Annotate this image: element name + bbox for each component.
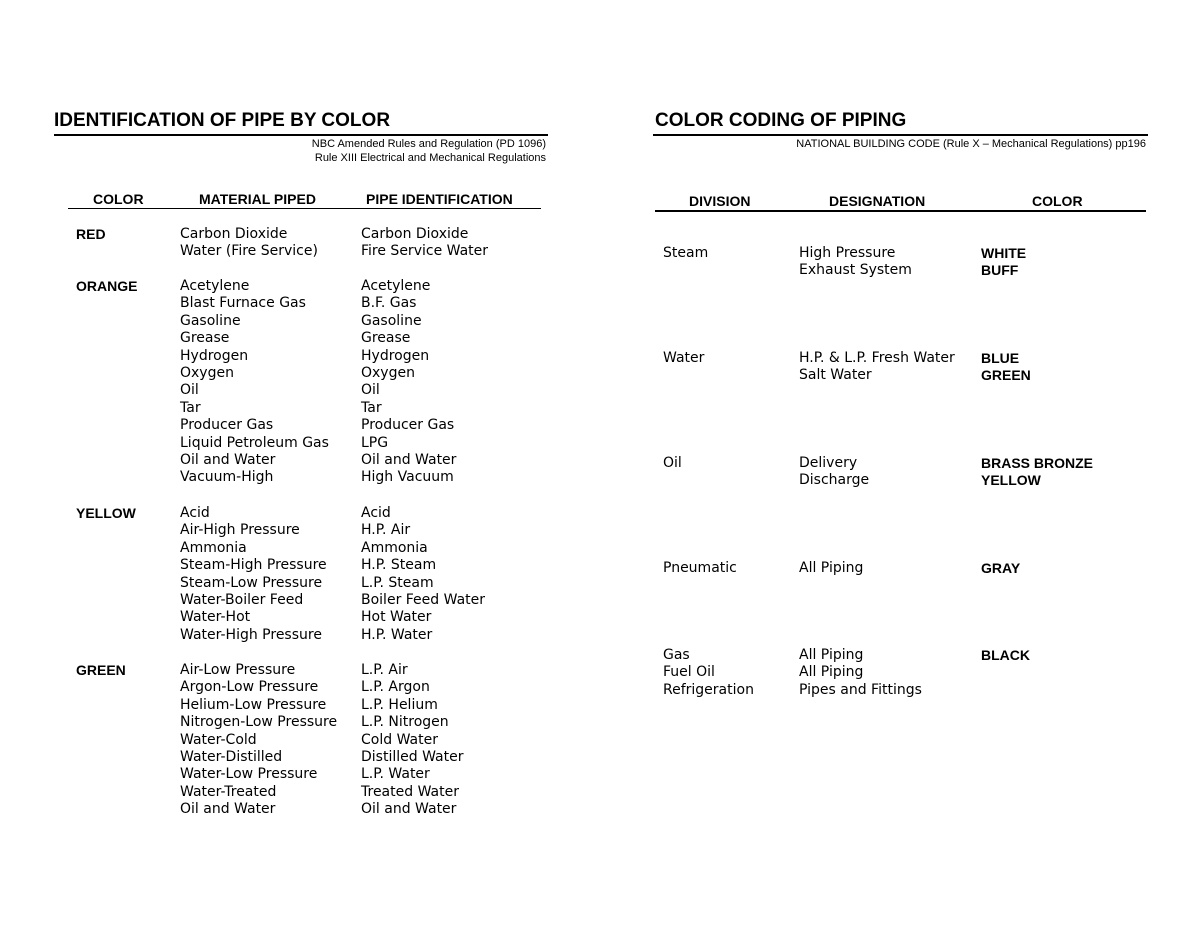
group-rows [180, 226, 560, 261]
material-piped-cell: Hydrogen [180, 347, 249, 364]
table-row [180, 295, 560, 312]
table-row [180, 592, 560, 609]
right-group [663, 560, 1143, 577]
left-title-rule [54, 134, 548, 136]
color-cell: BLACK [981, 647, 1030, 663]
pipe-identification-cell: Hot Water [361, 609, 432, 626]
material-piped-cell: Steam-Low Pressure [180, 574, 323, 591]
pipe-identification-cell: B.F. Gas [361, 295, 417, 312]
pipe-identification-cell: Cold Water [361, 731, 438, 748]
group-color-label: RED [76, 226, 106, 242]
pipe-identification-cell: Acetylene [361, 278, 431, 294]
pipe-identification-cell: Hydrogen [361, 347, 430, 364]
pipe-identification-cell: High Vacuum [361, 469, 454, 486]
color-cell: GREEN [981, 367, 1031, 384]
pipe-identification-cell: H.P. Water [361, 626, 433, 643]
table-row [180, 452, 560, 469]
table-row [180, 417, 560, 434]
table-row [663, 472, 1143, 489]
right-section-title: COLOR CODING OF PIPING [655, 110, 907, 131]
designation-cell: Salt Water [799, 367, 872, 384]
division-cell: Steam [663, 245, 709, 261]
table-row [663, 560, 1143, 577]
table-row [663, 367, 1143, 384]
division-cell: Oil [663, 455, 682, 471]
designation-cell: All Piping [799, 647, 864, 663]
material-piped-cell: Liquid Petroleum Gas [180, 434, 329, 451]
table-row [180, 469, 560, 486]
table-row [180, 714, 560, 731]
pipe-identification-cell: H.P. Steam [361, 557, 437, 574]
right-subtitle: NATIONAL BUILDING CODE (Rule X – Mechanical Regulations) pp196 [796, 138, 1146, 150]
material-piped-cell: Water (Fire Service) [180, 243, 318, 260]
material-piped-cell: Air-High Pressure [180, 522, 300, 539]
designation-cell: All Piping [799, 664, 864, 681]
table-row [180, 243, 560, 260]
group-rows [180, 505, 560, 644]
division-cell: Gas [663, 647, 690, 663]
material-piped-cell: Water-Hot [180, 609, 251, 626]
color-cell: BLUE [981, 350, 1020, 366]
table-row [180, 435, 560, 452]
material-piped-cell: Nitrogen-Low Pressure [180, 714, 338, 731]
pipe-identification-cell: Oil and Water [361, 801, 457, 818]
table-row [180, 801, 560, 818]
table-row [180, 749, 560, 766]
designation-cell: Delivery [799, 455, 858, 471]
left-header-rule [68, 208, 541, 209]
right-header-color: COLOR [1032, 193, 1083, 209]
table-row [180, 505, 560, 522]
material-piped-cell: Water-Low Pressure [180, 766, 318, 783]
material-piped-cell: Acid [180, 505, 210, 521]
pipe-identification-cell: Oil and Water [361, 451, 457, 468]
division-cell: Pneumatic [663, 560, 737, 576]
material-piped-cell: Air-Low Pressure [180, 662, 296, 678]
left-subtitle-line1: NBC Amended Rules and Regulation (PD 1096) [311, 138, 546, 150]
color-cell: YELLOW [981, 472, 1041, 489]
table-row [180, 400, 560, 417]
pipe-identification-cell: L.P. Steam [361, 574, 434, 591]
color-cell: BRASS BRONZE [981, 455, 1094, 471]
material-piped-cell: Water-High Pressure [180, 626, 322, 643]
pipe-identification-cell: L.P. Argon [361, 679, 430, 696]
table-row [663, 262, 1143, 279]
material-piped-cell: Helium-Low Pressure [180, 696, 327, 713]
pipe-identification-cell: Treated Water [361, 783, 459, 800]
table-row [180, 784, 560, 801]
material-piped-cell: Vacuum-High [180, 469, 274, 486]
table-row [663, 455, 1143, 472]
table-row [180, 313, 560, 330]
material-piped-cell: Tar [180, 399, 201, 416]
left-header-material: MATERIAL PIPED [199, 191, 316, 207]
pipe-identification-cell: Oxygen [361, 364, 415, 381]
table-row [180, 557, 560, 574]
right-group [663, 245, 1143, 280]
right-group [663, 455, 1143, 490]
pipe-identification-cell: Producer Gas [361, 417, 455, 434]
material-piped-cell: Ammonia [180, 539, 247, 556]
table-row [663, 350, 1143, 367]
table-row [180, 766, 560, 783]
table-row [180, 365, 560, 382]
pipe-identification-cell: Fire Service Water [361, 243, 489, 260]
table-row [180, 382, 560, 399]
pipe-identification-cell: L.P. Air [361, 662, 408, 678]
table-row [180, 330, 560, 347]
material-piped-cell: Water-Distilled [180, 748, 283, 765]
table-row [180, 522, 560, 539]
division-cell: Refrigeration [663, 681, 754, 698]
group-color-label: YELLOW [76, 505, 136, 521]
group-rows [180, 278, 560, 487]
color-cell: GRAY [981, 560, 1021, 576]
material-piped-cell: Oxygen [180, 364, 234, 381]
table-row [180, 627, 560, 644]
table-row [180, 540, 560, 557]
designation-cell: High Pressure [799, 245, 896, 261]
table-row [180, 662, 560, 679]
designation-cell: Pipes and Fittings [799, 681, 922, 698]
designation-cell: Exhaust System [799, 262, 912, 279]
material-piped-cell: Grease [180, 330, 230, 347]
designation-cell: H.P. & L.P. Fresh Water [799, 350, 955, 366]
material-piped-cell: Carbon Dioxide [180, 226, 288, 242]
pipe-identification-cell: Oil [361, 382, 380, 399]
table-row [180, 226, 560, 243]
left-header-identification: PIPE IDENTIFICATION [366, 191, 513, 207]
right-header-designation: DESIGNATION [829, 193, 926, 209]
division-cell: Fuel Oil [663, 664, 715, 681]
designation-cell: Discharge [799, 472, 870, 489]
table-row [180, 732, 560, 749]
material-piped-cell: Acetylene [180, 278, 250, 294]
right-header-rule [655, 210, 1146, 212]
pipe-identification-cell: H.P. Air [361, 522, 411, 539]
group-rows [180, 662, 560, 819]
table-row [663, 245, 1143, 262]
table-row [663, 664, 1143, 681]
table-row [180, 348, 560, 365]
left-header-color: COLOR [93, 191, 144, 207]
pipe-identification-cell: Grease [361, 330, 411, 347]
material-piped-cell: Oil and Water [180, 451, 276, 468]
material-piped-cell: Water-Treated [180, 783, 277, 800]
pipe-identification-cell: LPG [361, 434, 389, 451]
table-row [180, 575, 560, 592]
material-piped-cell: Oil [180, 382, 199, 399]
table-row [180, 679, 560, 696]
group-color-label: ORANGE [76, 278, 138, 294]
pipe-identification-cell: Gasoline [361, 312, 422, 329]
pipe-identification-cell: L.P. Helium [361, 696, 438, 713]
right-title-rule [653, 134, 1148, 136]
table-row [180, 609, 560, 626]
division-cell: Water [663, 350, 705, 366]
material-piped-cell: Gasoline [180, 312, 241, 329]
material-piped-cell: Producer Gas [180, 417, 274, 434]
group-color-label: GREEN [76, 662, 126, 678]
material-piped-cell: Blast Furnace Gas [180, 295, 306, 312]
material-piped-cell: Oil and Water [180, 801, 276, 818]
pipe-identification-cell: L.P. Nitrogen [361, 714, 449, 731]
right-group [663, 647, 1143, 699]
pipe-identification-cell: Acid [361, 505, 391, 521]
pipe-identification-cell: L.P. Water [361, 766, 430, 783]
color-cell: BUFF [981, 262, 1019, 279]
material-piped-cell: Steam-High Pressure [180, 557, 327, 574]
table-row [663, 647, 1143, 664]
designation-cell: All Piping [799, 560, 864, 576]
pipe-identification-cell: Tar [361, 399, 382, 416]
left-subtitle-line2: Rule XIII Electrical and Mechanical Regulations [314, 152, 546, 164]
pipe-identification-cell: Carbon Dioxide [361, 226, 469, 242]
table-row [663, 682, 1143, 699]
pipe-identification-cell: Distilled Water [361, 748, 464, 765]
material-piped-cell: Water-Boiler Feed [180, 591, 304, 608]
pipe-identification-cell: Ammonia [361, 539, 428, 556]
table-row [180, 278, 560, 295]
pipe-identification-cell: Boiler Feed Water [361, 591, 486, 608]
left-section-title: IDENTIFICATION OF PIPE BY COLOR [54, 110, 391, 131]
table-row [180, 697, 560, 714]
right-group [663, 350, 1143, 385]
color-cell: WHITE [981, 245, 1027, 261]
material-piped-cell: Argon-Low Pressure [180, 679, 319, 696]
right-header-division: DIVISION [689, 193, 751, 209]
material-piped-cell: Water-Cold [180, 731, 257, 748]
